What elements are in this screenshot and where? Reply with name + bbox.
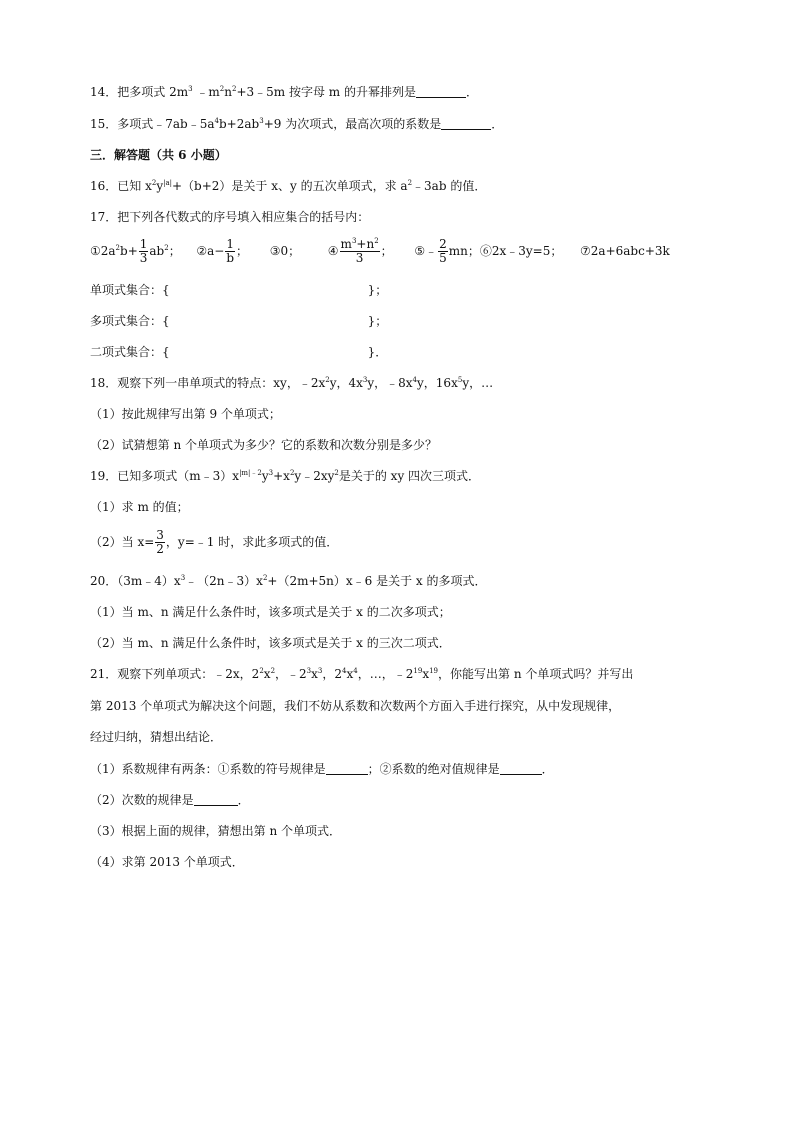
fraction: $\frac{1}{3}$ <box>139 237 148 265</box>
question-21-sub4: （4）求第 2013 个单项式． <box>90 855 244 869</box>
answer-blank[interactable] <box>416 85 466 98</box>
fraction: $\frac{3}{2}$ <box>156 528 164 556</box>
set-polynomial: 多项式集合：{ }； <box>90 314 388 328</box>
question-21-sub1: （1）系数规律有两条：①系数的符号规律是 ；②系数的绝对值规律是 ． <box>90 762 554 776</box>
question-19-sub2: （2）当 x= $\frac{3}{2}$ ，y=﹣1 时，求此多项式的值． <box>90 528 339 556</box>
question-18-sub1: （1）按此规律写出第 9 个单项式； <box>90 407 281 421</box>
question-20-sub2: （2）当 m、n 满足什么条件时，该多项式是关于 x 的三次二项式． <box>90 636 451 650</box>
answer-blank[interactable] <box>500 762 542 775</box>
fraction: $\frac{m^3+n^2}{3}$ <box>340 237 379 265</box>
question-21-sub2: （2）次数的规律是 ． <box>90 793 250 807</box>
set-binomial: 二项式集合：{ }． <box>90 345 388 359</box>
question-18: 18．观察下列一串单项式的特点：xy，$﹣2x^2y$，$4x^3y$，$﹣8x^4y$，$16x^5y$，… <box>90 376 494 390</box>
question-15: 15．多项式$﹣7ab﹣5a^4b+2ab^3+9$ 为次项式，最高次项的系数是 ． <box>90 117 504 131</box>
question-18-sub2: （2）试猜想第 n 个单项式为多少？它的系数和次数分别是多少？ <box>90 438 437 452</box>
fraction: $\frac{1}{b}$ <box>226 237 235 265</box>
answer-blank[interactable] <box>194 793 238 806</box>
question-21-sub3: （3）根据上面的规律，猜想出第 n 个单项式． <box>90 824 341 838</box>
question-14: 14．把多项式 $2m^3$ $﹣m^2n^2+3﹣5m$ 按字母 m 的升幂排列是 ． <box>90 85 478 99</box>
question-21: 21．观察下列单项式：﹣2x，$2^2x^2$，$﹣2^3x^3$，$2^4x^4$，…，$﹣2^{19}x^{19}$，你能写出第 n 个单项式吗？并写出 <box>90 667 634 681</box>
question-17-expressions: $①2a^2b+$ $\frac{1}{3}$ $ab^2$； ②a− $\frac{1}{b}$ ； ③0； ④ $\frac{m^3+n^2}{3}$ ； ⑤﹣ $\frac{2}{5}$ mn；⑥2x﹣3y=5； ⑦2a+6abc+3k <box>90 237 670 265</box>
question-16: 16．已知 $x^2y^{|a|}+(b+2)$是关于 x、y 的五次单项式，求 $a^2﹣3ab$ 的值． <box>90 179 487 193</box>
answer-blank[interactable] <box>441 117 491 130</box>
question-17-stem: 17．把下列各代数式的序号填入相应集合的括号内： <box>90 210 370 224</box>
question-19-sub1: （1）求 m 的值； <box>90 500 189 514</box>
question-20-sub1: （1）当 m、n 满足什么条件时，该多项式是关于 x 的二次多项式； <box>90 605 451 619</box>
question-21-line2: 第 2013 个单项式为解决这个问题，我们不妨从系数和次数两个方面入手进行探究，从中发现规律， <box>90 699 621 713</box>
question-21-line3: 经过归纳，猜想出结论． <box>90 730 223 744</box>
question-19: 19．已知多项式$(m﹣3)x^{|m|﹣2}y^3+x^2y﹣2xy^2$是关于的 xy 四次三项式． <box>90 469 481 483</box>
set-monomial: 单项式集合：{ }； <box>90 283 388 297</box>
question-20: 20．$(3m﹣4)x^3﹣(2n﹣3)x^2+(2m+5n)x﹣6$ 是关于 x 的多项式． <box>90 574 487 588</box>
fraction: $\frac{2}{5}$ <box>439 237 447 265</box>
answer-blank[interactable] <box>326 762 368 775</box>
section-heading: 三．解答题（共 6 小题） <box>90 148 227 162</box>
